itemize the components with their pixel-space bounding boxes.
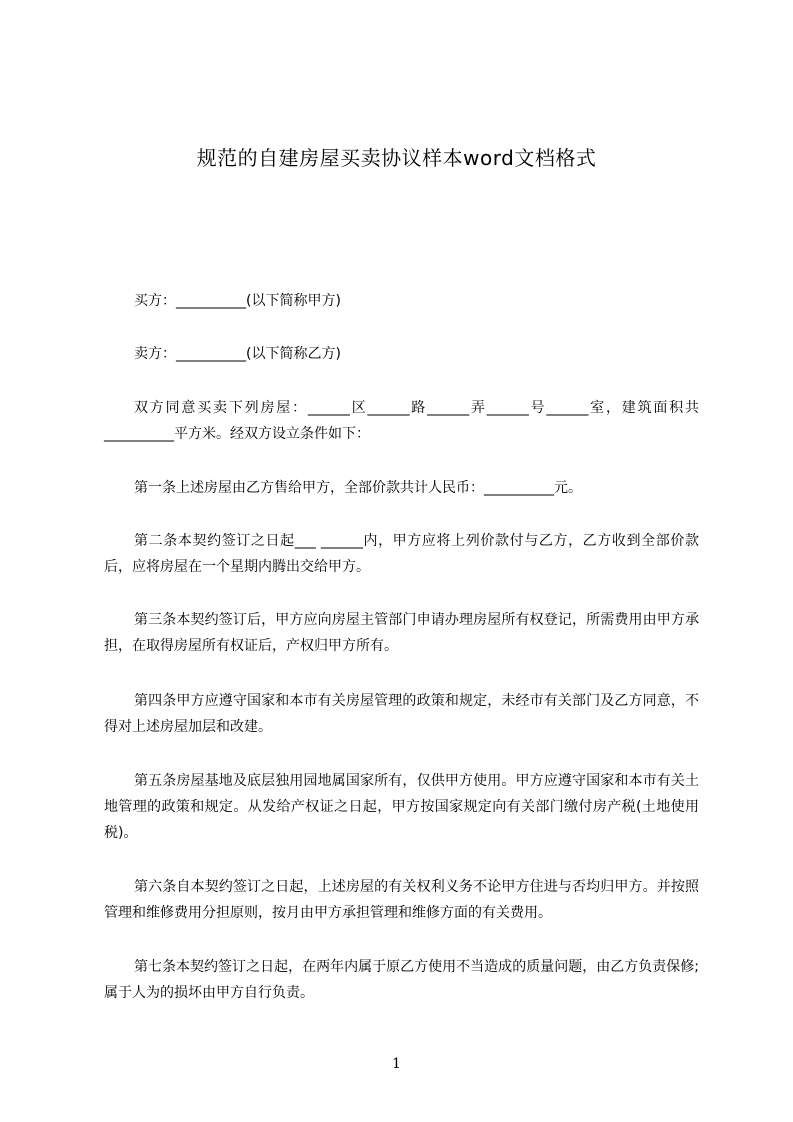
- article-7-paragraph: 第七条本契约签订之日起，在两年内属于原乙方使用不当造成的质量问题，由乙方负责保修;属于人为的损坏由甲方自行负责。: [104, 959, 699, 1001]
- article-1-paragraph: 第一条上述房屋由乙方售给甲方，全部价款共计人民币：__________元。: [134, 480, 582, 496]
- buyer-line: 买方：__________(以下简称甲方): [134, 293, 341, 309]
- property-description-paragraph: 双方同意买卖下列房屋：______区______路______弄______号______室，建筑面积共__________平方米。经双方设立条件如下：: [104, 400, 699, 442]
- article-6-paragraph: 第六条自本契约签订之日起，上述房屋的有关权利义务不论甲方住进与否均归甲方。并按照管理和维修费用分担原则，按月由甲方承担管理和维修方面的有关费用。: [104, 879, 699, 921]
- article-4-paragraph: 第四条甲方应遵守国家和本市有关房屋管理的政策和规定，未经市有关部门及乙方同意，不得对上述房屋加层和改建。: [104, 693, 699, 735]
- article-3-paragraph: 第三条本契约签订后，甲方应向房屋主管部门申请办理房屋所有权登记，所需费用由甲方承担，在取得房屋所有权证后，产权归甲方所有。: [104, 612, 699, 654]
- document-title: 规范的自建房屋买卖协议样本word文档格式: [196, 146, 597, 170]
- article-5-paragraph: 第五条房屋基地及底层独用园地属国家所有，仅供甲方使用。甲方应遵守国家和本市有关土地管理的政策和规定。从发给产权证之日起，甲方按国家规定向有关部门缴付房产税(土地使用税)。: [104, 773, 699, 841]
- article-2-paragraph: 第二条本契约签订之日起___ ______内，甲方应将上列价款付与乙方，乙方收到全部价款后，应将房屋在一个星期内腾出交给甲方。: [104, 533, 699, 575]
- seller-line: 卖方：__________(以下简称乙方): [134, 346, 341, 362]
- page-number: 1: [392, 1056, 401, 1072]
